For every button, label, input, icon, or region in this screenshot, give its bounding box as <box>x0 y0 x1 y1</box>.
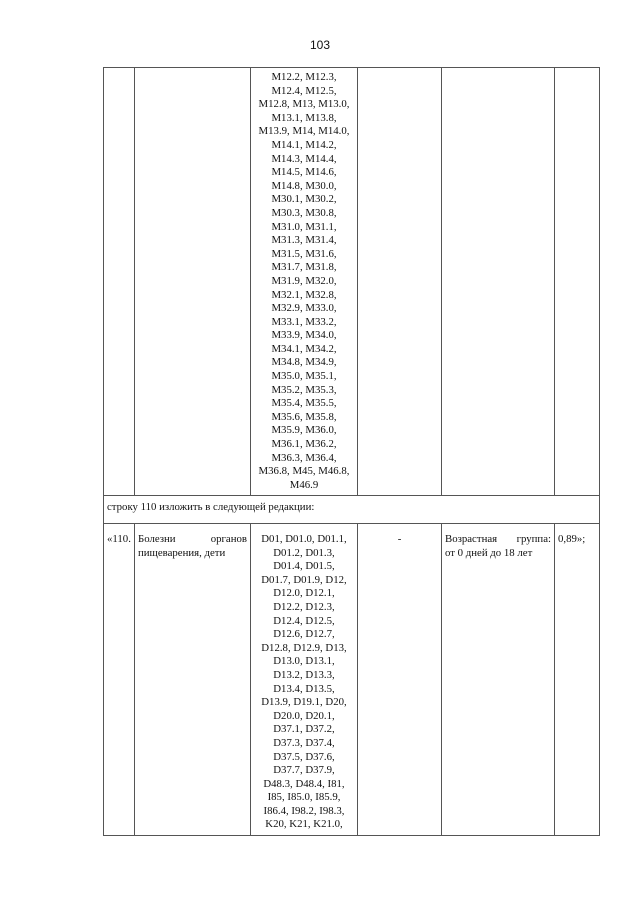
table-row-instruction <box>104 496 600 524</box>
page-number: 103 <box>309 38 331 52</box>
icd-codes: D01, D01.0, D01.1, D01.2, D01.3, D01.4, D01.5, D01.7, D01.9, D12, D12.0, D12.1, D12.2, D12.3, D12.4, D12.5, D12.6, D12.7, D12.8, D12.9, D13, D13.0, D13.1, D13.2, D13.3, D13.4, D13.5, D13.9, D19.1, D20, D20.0, D20.1, D37.1, D37.2, D37.3, D37.4, D37.5, D37.6, D37.7, D37.9, D48.3, D48.4, I81, I85, I85.0, I85.9, I86.4, I98.2, I98.3, K20, K21, K21.0, <box>251 524 358 836</box>
cell-codes: M12.2, M12.3, M12.4, M12.5, M12.8, M13, M13.0, M13.1, M13.8, M13.9, M14, M14.0, M14.1, M14.2, M14.3, M14.4, M14.5, M14.6, M14.8, M30.0, M30.1, M30.2, M30.3, M30.8, M31.0, M31.1, M31.3, M31.4, M31.5, M31.6, M31.7, M31.8, M31.9, M32.0, M32.1, M32.8, M32.9, M33.0, M33.1, M33.2, M33.9, M34.0, M34.1, M34.2, M34.8, M34.9, M35.0, M35.1, M35.2, M35.3, M35.4, M35.5, M35.6, M35.8, M35.9, M36.0, M36.1, M36.2, M36.3, M36.4, M36.8, M45, M46.8, M46.9 <box>251 68 358 496</box>
ksg-table <box>103 67 600 836</box>
disease-name-word1: Болезни <box>138 533 176 545</box>
criteria-line2: от 0 дней до 18 лет <box>445 546 533 559</box>
classification-criteria <box>442 524 555 836</box>
disease-name <box>135 524 251 836</box>
coefficient: 0,89»; <box>555 524 600 836</box>
cell-number <box>104 68 135 496</box>
cell-name <box>135 68 251 496</box>
cell-criteria <box>442 68 555 496</box>
operation-code: - <box>358 524 442 836</box>
table-row-110 <box>104 524 600 836</box>
criteria-line1 <box>445 533 551 547</box>
cell-operation <box>358 68 442 496</box>
criteria-word2: группа: <box>516 533 551 545</box>
criteria-word1: Возрастная <box>445 533 498 545</box>
disease-name-word2: органов <box>210 533 247 545</box>
cell-coefficient <box>555 68 600 496</box>
row-number: «110. <box>104 524 135 836</box>
instruction-text: строку 110 изложить в следующей редакции: <box>104 496 600 524</box>
disease-name-line2: пищеварения, дети <box>138 546 226 559</box>
table-row-continuation <box>104 68 600 496</box>
disease-name-line1 <box>138 533 247 547</box>
